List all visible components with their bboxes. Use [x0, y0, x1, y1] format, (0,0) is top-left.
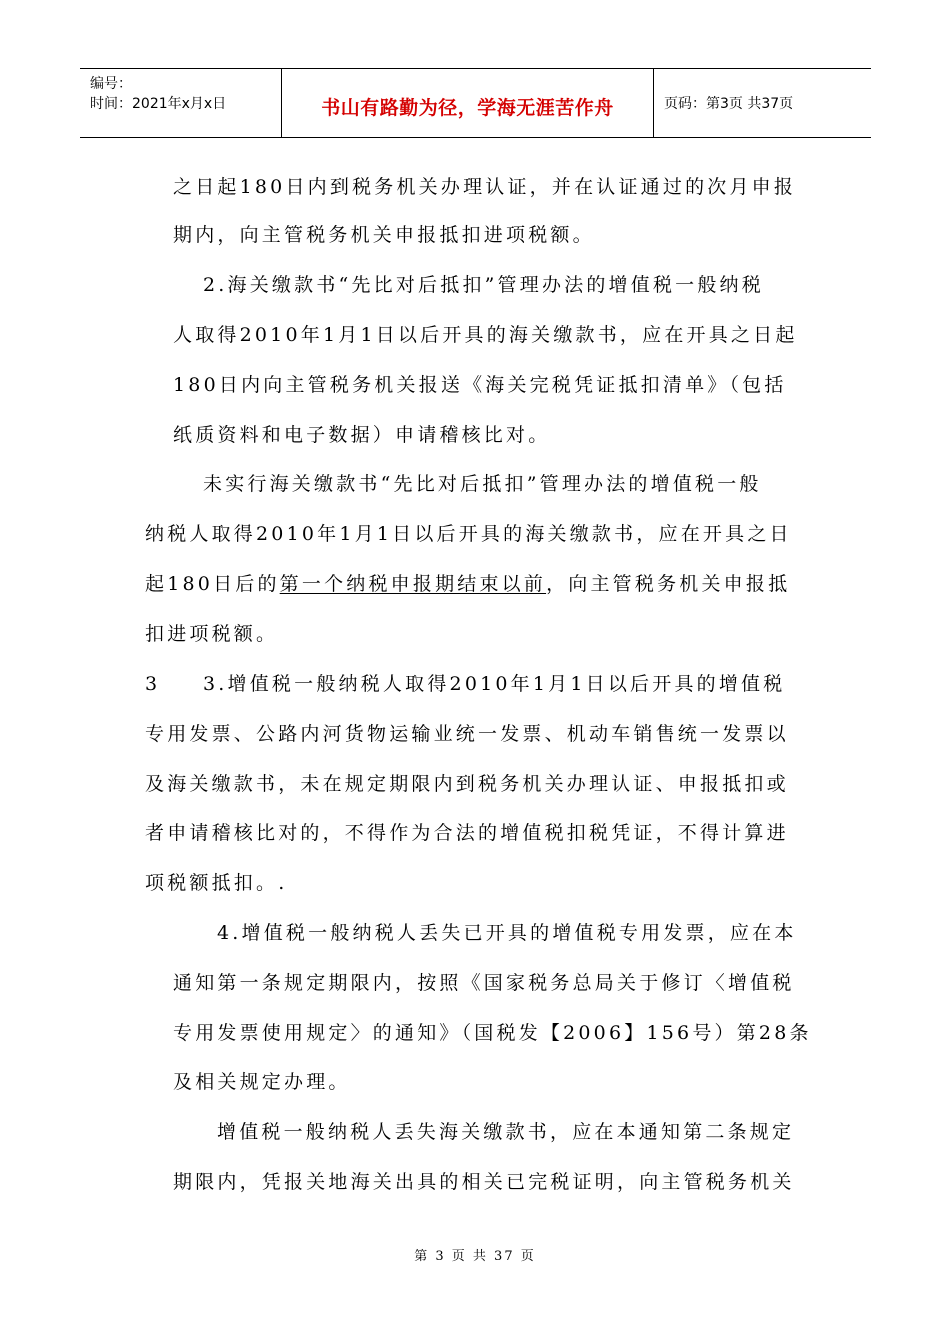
body-line: 之日起180日内到税务机关办理认证，并在认证通过的次月申报	[173, 176, 797, 198]
margin-number: 3	[145, 673, 158, 695]
header-page-info: 页码：第3页 共37页	[664, 96, 794, 112]
body-line: 人取得2010年1月1日以后开具的海关缴款书，应在开具之日起	[173, 324, 798, 346]
header-meta	[80, 69, 282, 137]
document-date-label: 时间：2021年x月x日	[90, 96, 227, 112]
body-line: 扣进项税额。	[145, 623, 279, 645]
header-motto-cell	[282, 69, 654, 137]
body-line: 专用发票、公路内河货物运输业统一发票、机动车销售统一发票以	[145, 723, 789, 745]
body-line: 专用发票使用规定〉的通知》（国税发【2006】156号）第28条	[173, 1022, 812, 1044]
body-line: 及海关缴款书，未在规定期限内到税务机关办理认证、申报抵扣或	[145, 773, 789, 795]
body-line: 180日内向主管税务机关报送《海关完税凭证抵扣清单》（包括	[173, 374, 787, 396]
page-footer: 第 3 页 共 37 页	[414, 1249, 536, 1264]
body-line: 期内，向主管税务机关申报抵扣进项税额。	[173, 224, 595, 246]
body-line: 2.海关缴款书“先比对后抵扣”管理办法的增值税一般纳税	[203, 274, 764, 296]
page-header	[80, 68, 871, 138]
header-motto: 书山有路勤为径，学海无涯苦作舟	[321, 96, 614, 119]
body-line: 期限内，凭报关地海关出具的相关已完税证明，向主管税务机关	[173, 1171, 795, 1193]
body-text: 起180日后的	[145, 573, 280, 595]
body-line: 未实行海关缴款书“先比对后抵扣”管理办法的增值税一般	[203, 473, 762, 495]
body-line: 者申请稽核比对的，不得作为合法的增值税扣税凭证，不得计算进	[145, 822, 789, 844]
body-line: 项税额抵扣。.	[145, 872, 288, 894]
document-number-label: 编号：	[90, 76, 132, 92]
body-line: 纸质资料和电子数据）申请稽核比对。	[173, 424, 551, 446]
underlined-phrase: 第一个纳税申报期结束以前	[279, 573, 547, 595]
body-line: 及相关规定办理。	[173, 1071, 351, 1093]
header-page-info-cell	[654, 69, 871, 137]
body-line: 4.增值税一般纳税人丢失已开具的增值税专用发票，应在本	[217, 922, 797, 944]
body-line: 纳税人取得2010年1月1日以后开具的海关缴款书，应在开具之日	[145, 523, 792, 545]
body-line: 增值税一般纳税人丢失海关缴款书，应在本通知第二条规定	[217, 1121, 795, 1143]
body-text: ，向主管税务机关申报抵	[546, 573, 791, 595]
body-line	[145, 569, 790, 599]
body-line: 3.增值税一般纳税人取得2010年1月1日以后开具的增值税	[203, 673, 786, 695]
body-line: 通知第一条规定期限内，按照《国家税务总局关于修订〈增值税	[173, 972, 795, 994]
